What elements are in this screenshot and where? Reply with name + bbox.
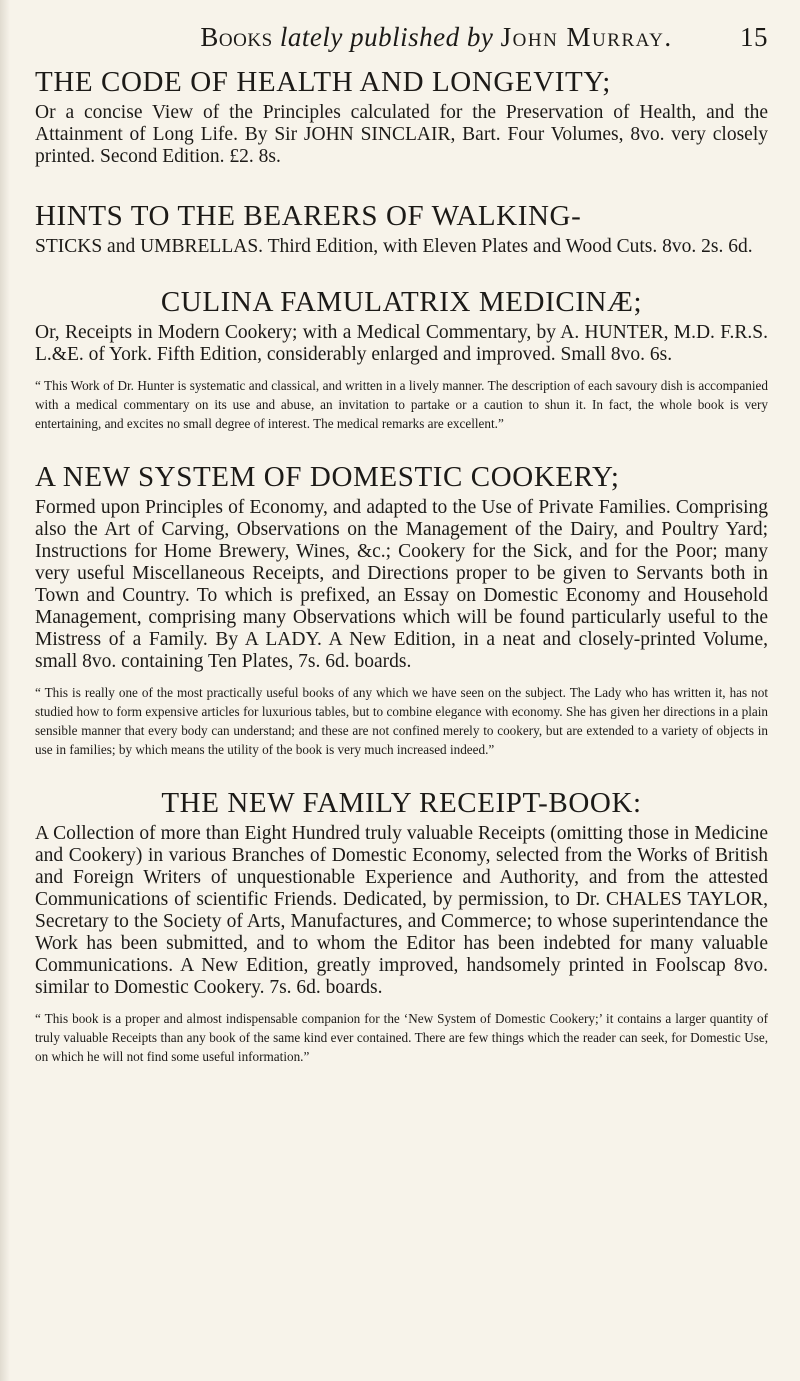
- entry-title: THE CODE OF HEALTH AND LONGEVITY;: [35, 66, 611, 98]
- running-header: [105, 22, 768, 62]
- review-quote: “ This book is a proper and almost indispensable companion for the ‘New System of Domestic Cookery;’ it contains a larger quantity of truly valuable Receipts than any book of the same kind ever contained. There are few things which the reader can seek, for Domestic Use, on which he will not find some useful information.”: [35, 1011, 768, 1064]
- header-middle: lately published by: [279, 22, 494, 52]
- entry-body: Or, Receipts in Modern Cookery; with a Medical Commentary, by A. HUNTER, M.D. F.R.S. L.&E. of York. Fifth Edition, considerably enlarged and improved. Small 8vo. 6s.: [35, 322, 768, 365]
- page-number: 15: [740, 22, 768, 52]
- entry-title: CULINA FAMULATRIX MEDICINÆ;: [160, 286, 643, 318]
- header-right: John Murray.: [500, 22, 673, 52]
- entry-code-of-health: [35, 64, 768, 168]
- entry-walking-sticks: [35, 198, 768, 258]
- entry-title: THE NEW FAMILY RECEIPT-BOOK:: [161, 787, 642, 819]
- review-quote: “ This Work of Dr. Hunter is systematic and classical, and written in a lively manner. The description of each savoury dish is accompanied with a medical commentary on its use and abuse, an invitation to partake or a caution to shun it. In fact, the whole book is very entertaining, and excites no small degree of interest. The medical remarks are excellent.”: [35, 378, 768, 431]
- entry-domestic-cookery: [35, 459, 768, 759]
- entry-body: STICKS and UMBRELLAS. Third Edition, with Eleven Plates and Wood Cuts. 8vo. 2s. 6d.: [35, 236, 753, 257]
- entry-culina-famulatrix: [35, 284, 768, 433]
- entry-title: HINTS TO THE BEARERS OF WALKING-: [35, 200, 582, 232]
- entry-family-receipt-book: [35, 785, 768, 1066]
- entry-body: A Collection of more than Eight Hundred truly valuable Receipts (omitting those in Medicine and Cookery) in various Branches of Domestic Economy, selected from the Works of British and Foreign Writers of unquestionable Experience and Authority, and from the attested Communications of scientific Friends. Dedicated, by permission, to Dr. CHALES TAYLOR, Secretary to the Society of Arts, Manufactures, and Commerce; to whose superintendance the Work has been submitted, and to whom the Editor has been indebted for many valuable Communications. A New Edition, greatly improved, handsomely printed in Foolscap 8vo. similar to Domestic Cookery. 7s. 6d. boards.: [35, 823, 768, 998]
- entry-body: Formed upon Principles of Economy, and adapted to the Use of Private Families. Comprising also the Art of Carving, Observations on the Management of the Dairy, and Poultry Yard; Instructions for Home Brewery, Wines, &c.; Cookery for the Sick, and for the Poor; many very useful Miscellaneous Receipts, and Directions proper to be given to Servants both in Town and Country. To which is prefixed, an Essay on Domestic Economy and Household Management, comprising many Observations which will be found particularly useful to the Mistress of a Family. By A LADY. A New Edition, in a neat and closely-printed Volume, small 8vo. containing Ten Plates, 7s. 6d. boards.: [35, 497, 768, 672]
- entry-title: A NEW SYSTEM OF DOMESTIC COOKERY;: [35, 461, 620, 493]
- entry-body: Or a concise View of the Principles calculated for the Preservation of Health, and the Attainment of Long Life. By Sir JOHN SINCLAIR, Bart. Four Volumes, 8vo. very closely printed. Second Edition. £2. 8s.: [35, 102, 768, 167]
- header-left: Books: [200, 22, 273, 52]
- review-quote: “ This is really one of the most practically useful books of any which we have seen on the subject. The Lady who has written it, has not studied how to form expensive articles for luxurious tables, but to combine elegance with economy. She has given her directions in a plain sensible manner that every body can understand; and these are not confined merely to cookery, but are extended to a variety of objects in use in families; by which means the utility of the book is very much increased indeed.”: [35, 685, 768, 757]
- page-edge-shadow: [0, 0, 10, 1381]
